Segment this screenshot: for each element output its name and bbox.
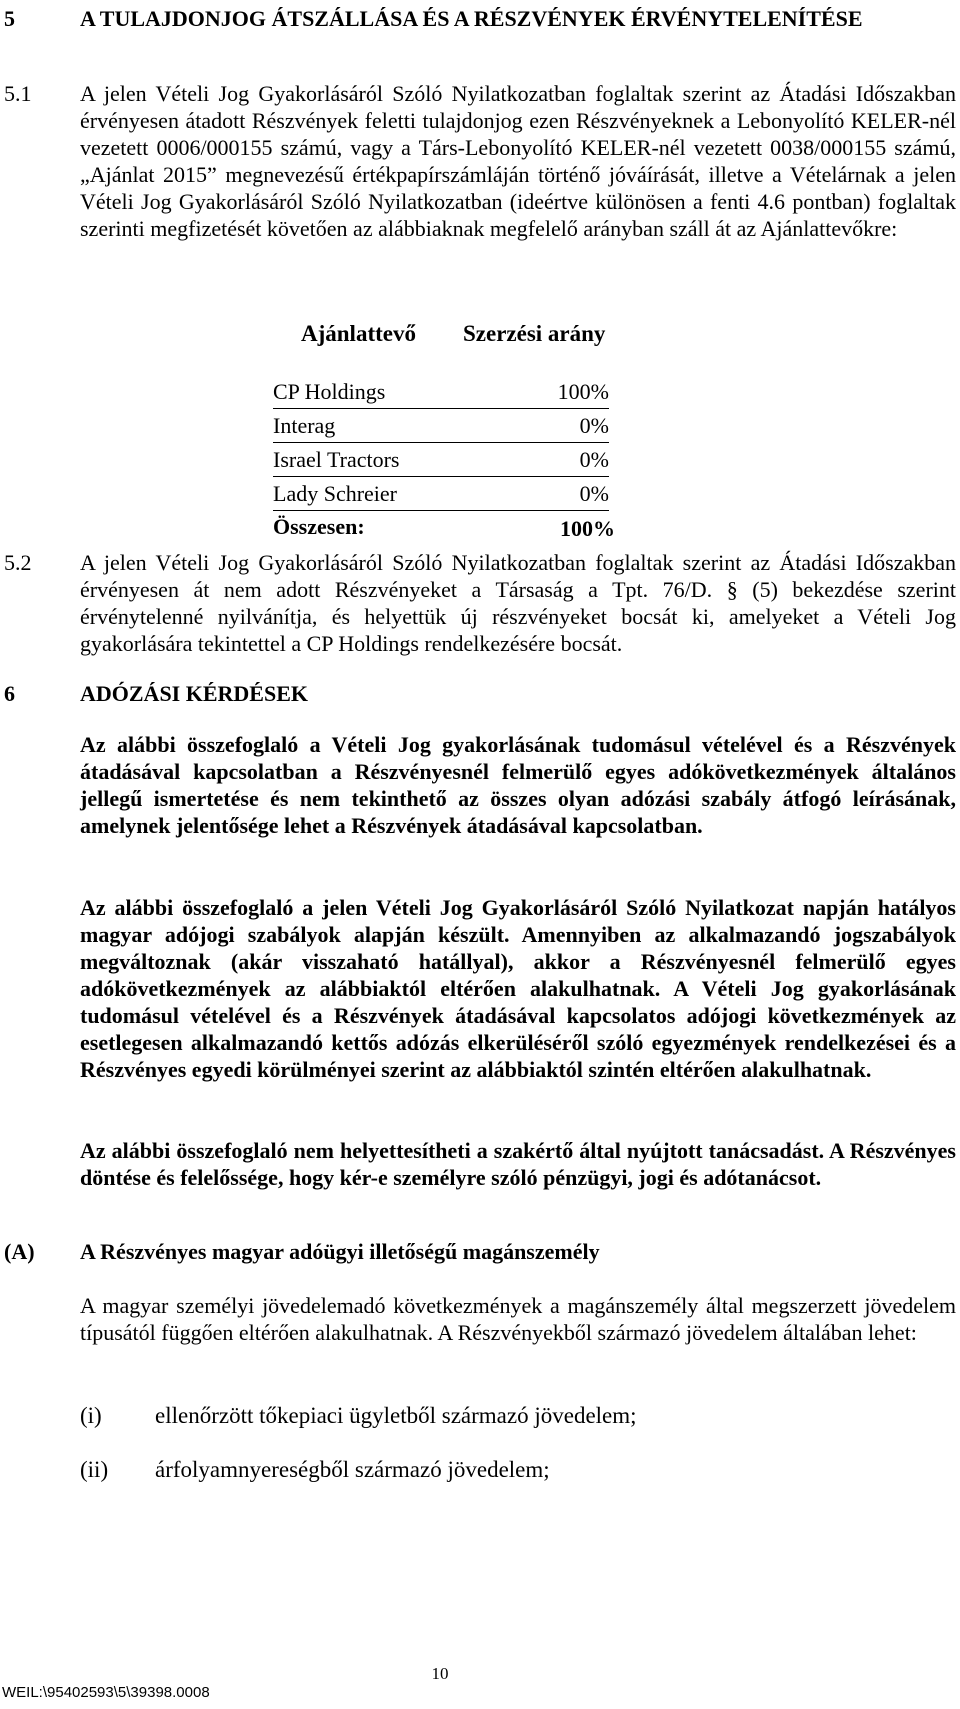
- tax-disclaimer-paragraph: Az alábbi összefoglaló a Vételi Jog gyakorlásának tudomásul vételével és a Részvények átadásával kapcsolatban a Részvényesnél felmerülő egyes adókövetkezmények általános jellegű ismertetése és nem tekinthető az összes olyan adózási szabály átfogó leírásának, amelynek jelentősége lehet a Részvények átadásával kapcsolatban.: [80, 732, 956, 838]
- column-header-offeror: Ajánlattevő: [301, 321, 416, 346]
- paragraph-5-2: [4, 549, 956, 657]
- section-number: 5: [4, 6, 15, 31]
- tax-basis-paragraph: Az alábbi összefoglaló a jelen Vételi Jog Gyakorlásáról Szóló Nyilatkozat napján hatályos magyar adójogi szabályok alapján készült. Amennyiben az alkalmazandó jogszabályok megváltoznak (akár visszaható hatállyal), akkor a Részvényesnél felmerülő egyes adókövetkezmények az alábbiaktól eltérően alakulhatnak. A Vételi Jog gyakorlásának tudomásul vételével és a Részvények átadásával kapcsolatos adójogi következmények az esetlegesen alkalmazandó kettős adózás elkerüléséről szóló egyezmények rendelkezései és a Részvényes egyedi körülményei szerint az alábbiaktól szintén eltérően alakulhatnak.: [80, 895, 956, 1082]
- ratio-value: 0%: [579, 413, 609, 438]
- table-row: [273, 446, 633, 480]
- list-number: (i): [80, 1403, 102, 1428]
- ratio-value: 0%: [579, 447, 609, 472]
- row-divider: [273, 476, 609, 477]
- row-divider: [273, 408, 609, 409]
- subsection-title: A Részvényes magyar adóügyi illetőségű magánszemély: [80, 1239, 600, 1264]
- section-title: ADÓZÁSI KÉRDÉSEK: [80, 681, 309, 706]
- row-divider: [273, 510, 609, 511]
- paragraph-5-1: [4, 80, 956, 242]
- table-body: [273, 378, 633, 514]
- list-text: árfolyamnyereségből származó jövedelem;: [155, 1457, 550, 1482]
- table-row: [273, 480, 633, 514]
- offeror-name: Lady Schreier: [273, 481, 397, 506]
- list-text: ellenőrzött tőkepiaci ügyletből származó jövedelem;: [155, 1403, 637, 1428]
- ratio-value: 100%: [557, 379, 609, 404]
- advice-paragraph: Az alábbi összefoglaló nem helyettesítheti a szakértő által nyújtott tanácsadást. A Részvényes döntése és felelőssége, hogy kér-e személyre szóló pénzügyi, jogi és adótanácsot.: [80, 1138, 956, 1190]
- paragraph-number: 5.2: [4, 550, 32, 575]
- list-number: (ii): [80, 1457, 109, 1482]
- table-row: [273, 412, 633, 446]
- document-reference: WEIL:\95402593\5\39398.0008: [2, 1684, 210, 1701]
- subsection-number: (A): [4, 1239, 35, 1264]
- section-5-heading: [4, 4, 956, 34]
- income-types-paragraph: A magyar személyi jövedelemadó következmények a magánszemély által megszerzett jövedelem típusától függően eltérően alakulhatnak. A Részvényekből származó jövedelem általában lehet:: [80, 1293, 956, 1345]
- section-title: A TULAJDONJOG ÁTSZÁLLÁSA ÉS A RÉSZVÉNYEK ÉRVÉNYTELENÍTÉSE: [80, 6, 863, 31]
- ratio-value: 0%: [579, 481, 609, 506]
- paragraph-text: A jelen Vételi Jog Gyakorlásáról Szóló Nyilatkozatban foglaltak szerint az Átadási Időszakban érvényesen átadott Részvények feletti tulajdonjog ezen Részvényeknek a Lebonyolító KELER-nél vezetett 0006/000155 számú, vagy a Társ-Lebonyolító KELER-nél vezetett 0038/000155 számú, „Ajánlat 2015” megnevezésű értékpapírszámláján történő jóváírását, illetve a Vételárnak a jelen Vételi Jog Gyakorlásáról Szóló Nyilatkozatban (ideértve különösen a fenti 4.6 pontban) foglaltak szerinti megfizetését követően az alábbiaknak megfelelő arányban száll át az Ajánlattevőkre:: [80, 81, 956, 241]
- column-header-ratio: Szerzési arány: [463, 321, 606, 346]
- table-header: [273, 320, 633, 350]
- offeror-name: Interag: [273, 413, 336, 438]
- total-value: 100%: [560, 516, 615, 541]
- paragraph-number: 5.1: [4, 81, 32, 106]
- row-divider: [273, 442, 609, 443]
- total-label: Összesen:: [273, 514, 365, 539]
- page-number: 10: [431, 1664, 449, 1683]
- acquisition-ratio-table: [273, 320, 633, 541]
- offeror-name: CP Holdings: [273, 379, 386, 404]
- section-number: 6: [4, 681, 15, 706]
- offeror-name: Israel Tractors: [273, 447, 400, 472]
- paragraph-text: A jelen Vételi Jog Gyakorlásáról Szóló Nyilatkozatban foglaltak szerint az Átadási Időszakban érvényesen át nem adott Részvényeket a Társaság a Tpt. 76/D. § (5) bekezdése szerint érvénytelenné nyilvánítja, és helyettük új részvényeket bocsát ki, amelyeket a Vételi Jog gyakorlására tekintettel a CP Holdings rendelkezésére bocsát.: [80, 550, 956, 656]
- table-row: [273, 378, 633, 412]
